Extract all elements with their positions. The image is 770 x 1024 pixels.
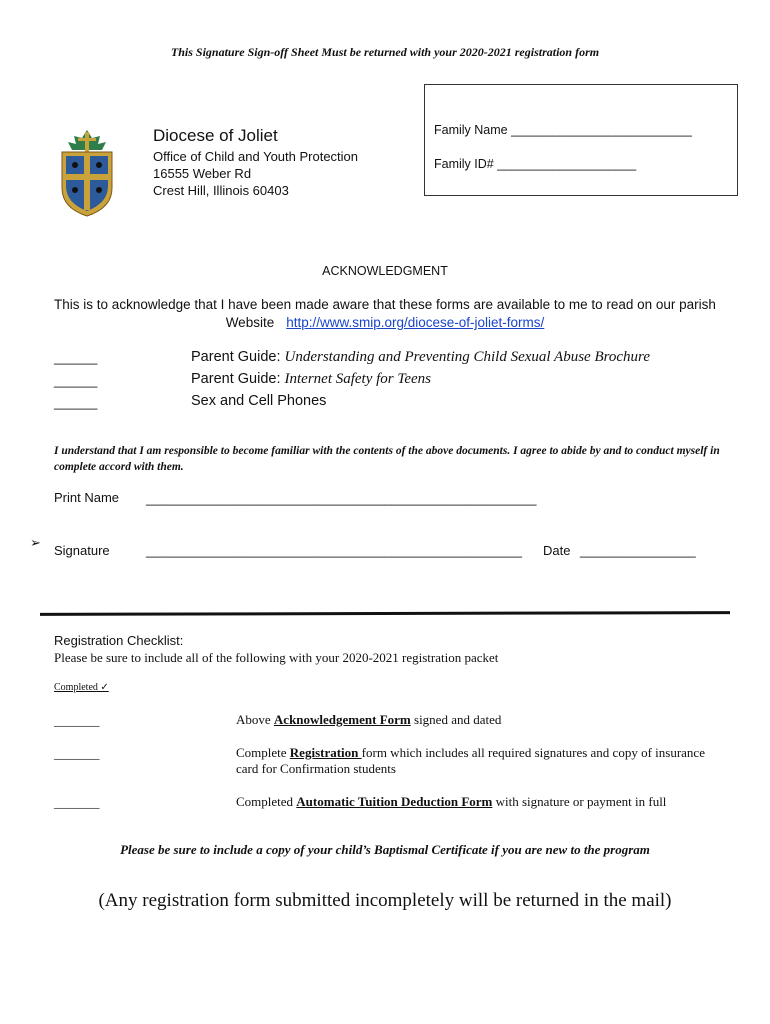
- signature-label: Signature: [54, 543, 110, 558]
- understand-statement: I understand that I am responsible to become familiar with the contents of the above documents. I agree to abide by and to conduct myself in complete accord with them.: [54, 445, 720, 473]
- acknowledgment-heading: ACKNOWLEDGMENT: [322, 264, 448, 278]
- checklist-blank-1[interactable]: _______: [54, 713, 100, 728]
- diocese-crest-logo: [56, 128, 118, 218]
- signature-line[interactable]: ____________________________________________________: [146, 543, 522, 558]
- website-label: Website: [225, 315, 275, 330]
- document-prefix: Parent Guide:: [191, 349, 285, 365]
- family-id-field[interactable]: Family ID# ____________________: [434, 157, 637, 171]
- section-divider: [40, 611, 730, 616]
- document-item-2: [191, 371, 431, 388]
- document-blank-2[interactable]: ______: [54, 373, 98, 388]
- arrow-icon: ➢: [30, 535, 41, 550]
- print-name-line[interactable]: ______________________________________________________: [146, 491, 537, 506]
- checklist-subheading: Please be sure to include all of the following with your 2020-2021 registration packet: [54, 650, 499, 665]
- completed-column-label: Completed ✓: [54, 682, 109, 693]
- checklist-item-3: Completed Automatic Tuition Deduction Form with signature or payment in full: [236, 794, 667, 809]
- family-info-box: [424, 84, 738, 196]
- org-city: Crest Hill, Illinois 60403: [153, 183, 289, 198]
- header-notice: This Signature Sign-off Sheet Must be returned with your 2020-2021 registration form: [170, 45, 600, 59]
- document-item-3: [191, 393, 326, 410]
- baptism-note: Please be sure to include a copy of your child’s Baptismal Certificate if you are new to the program: [120, 842, 650, 857]
- checklist-blank-2[interactable]: _______: [54, 746, 100, 761]
- checklist-item-2: Complete Registration form which includes all required signatures and copy of insurance card for Confirmation students: [236, 745, 705, 776]
- returned-note: (Any registration form submitted incompletely will be returned in the mail): [98, 890, 672, 911]
- checklist-heading: Registration Checklist:: [54, 633, 184, 648]
- checklist-item-1: Above Acknowledgement Form signed and dated: [236, 712, 502, 727]
- date-label: Date: [543, 543, 571, 558]
- family-name-field[interactable]: Family Name __________________________: [434, 123, 692, 137]
- print-name-label: Print Name: [54, 490, 120, 505]
- document-prefix: Parent Guide:: [191, 371, 285, 387]
- acknowledgment-text: [0, 296, 770, 332]
- acknowledgment-statement: This is to acknowledge that I have been made aware that these forms are available to me to read on our parish: [54, 297, 716, 312]
- document-blank-3[interactable]: ______: [54, 395, 98, 410]
- org-name: Diocese of Joliet: [153, 126, 278, 145]
- document-prefix: Sex and Cell Phones: [191, 393, 327, 409]
- document-title: Understanding and Preventing Child Sexual Abuse Brochure: [284, 349, 651, 365]
- checklist-blank-3[interactable]: _______: [54, 795, 100, 810]
- org-street: 16555 Weber Rd: [153, 166, 252, 181]
- website-link[interactable]: http://www.smip.org/diocese-of-joliet-forms/: [286, 315, 545, 330]
- document-title: Internet Safety for Teens: [284, 371, 432, 387]
- document-blank-1[interactable]: ______: [54, 350, 98, 365]
- document-item-1: [191, 349, 650, 366]
- date-line[interactable]: ________________: [580, 543, 696, 558]
- org-office: Office of Child and Youth Protection: [153, 149, 359, 164]
